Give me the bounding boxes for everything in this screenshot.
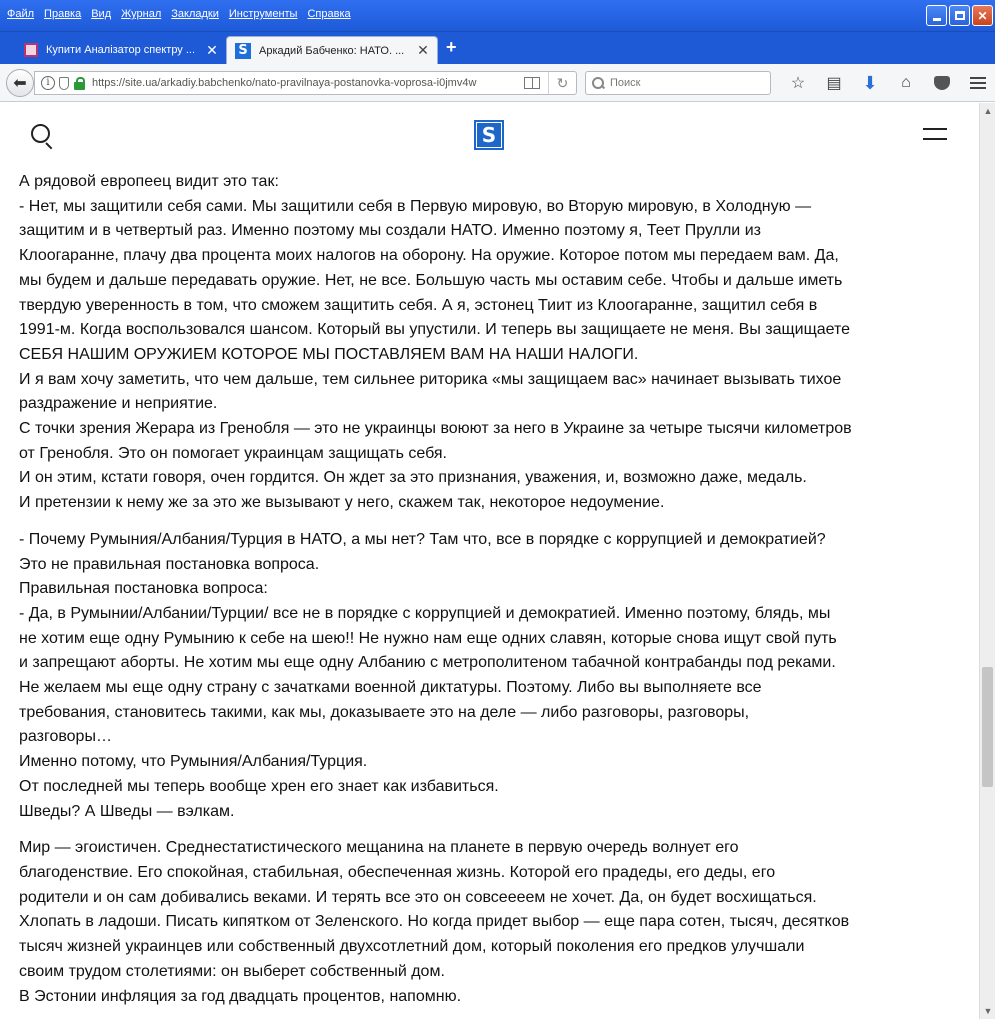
navigation-toolbar (0, 64, 995, 102)
shield-icon[interactable] (59, 77, 69, 90)
article-line: раздражение и неприятие. (19, 395, 218, 413)
search-icon (592, 77, 604, 89)
article-line: Правильная постановка вопроса: (19, 580, 268, 598)
page-scrollbar[interactable] (979, 103, 995, 1019)
article-line: Клоогаранне, плачу два процента моих налогов на оборону. На оружие. Которое потом мы передаем вам. Да, (19, 247, 839, 265)
tab-close-icon[interactable]: ✕ (417, 42, 429, 58)
pocket-button[interactable] (924, 73, 960, 93)
back-button[interactable] (6, 69, 34, 97)
new-tab-button[interactable]: + (446, 37, 457, 57)
article-line: благоденствие. Его спокойная, стабильная, обеспеченная жизнь. Которой его прадеды, его деды, его (19, 863, 776, 881)
hamburger-icon (970, 77, 986, 89)
menu-button[interactable] (960, 73, 995, 93)
article-line: Именно потому, что Румыния/Албания/Турция. (19, 753, 368, 771)
article-body (19, 170, 969, 1019)
bookmarks-list-icon[interactable]: ▤ (826, 75, 842, 92)
tab-close-icon[interactable]: ✕ (206, 41, 218, 58)
menu-bookmarks[interactable]: Закладки (171, 8, 219, 20)
site-logo-letter: S (477, 123, 501, 147)
reload-icon[interactable]: ↻ (548, 72, 576, 94)
article-line: родители и он сам добивались веками. И терять все это он совсеееем не хочет. Да, он будет восхищаться. (19, 888, 817, 906)
download-icon[interactable]: ⬇ (862, 72, 878, 93)
bookmark-star-icon[interactable]: ☆ (790, 75, 806, 92)
close-icon: ✕ (977, 8, 988, 23)
article-line: от Гренобля. Это он помогает украинцам защищать себя. (19, 444, 447, 462)
tab-strip (0, 32, 995, 64)
lock-icon[interactable] (74, 77, 85, 90)
site-menu-icon[interactable] (921, 128, 947, 144)
site-header (0, 103, 979, 165)
article-line: твердую уверенность в том, что сможем защитить себя. А я, эстонец Тиит из Клоогаранне, защитил себя в (19, 296, 818, 314)
minimize-button[interactable] (926, 5, 947, 26)
article-line: С точки зрения Жерара из Гренобля — это не украинцы воюют за него в Украине за четыре тысячи километров (19, 420, 852, 438)
url-text[interactable]: https://site.ua/arkadiy.babchenko/nato-pravilnaya-postanovka-voprosa-i0jmv4w (92, 77, 477, 89)
scroll-up-icon[interactable]: ▲ (983, 106, 993, 116)
article-line: не хотим еще одну Румынию к себе на шею!! Не нужно нам еще одних славян, которые снова ищут свой путь (19, 629, 837, 647)
menu-history[interactable]: Журнал (121, 8, 162, 20)
info-icon[interactable]: i (41, 76, 55, 90)
article-line: тысяч жизней украинцев или собственный двухсотлетний дом, который поколения его предков улучшали (19, 938, 805, 956)
tab-analyzer[interactable] (16, 36, 226, 64)
tab-article-active[interactable] (226, 36, 438, 64)
article-line: Не желаем мы еще одну страну с зачатками военной диктатуры. Поэтому. Либо вы выполняете все (19, 679, 762, 697)
site-logo[interactable] (474, 120, 504, 150)
maximize-button[interactable] (949, 5, 970, 26)
article-line: И я вам хочу заметить, что чем дальше, тем сильнее риторика «мы защищаем вас» начинает вызывать тихое (19, 370, 842, 388)
article-line: И он этим, кстати говоря, очен гордится. Он ждет за это признания, уважения, и, возможно даже, медаль. (19, 469, 807, 487)
menu-edit[interactable]: Правка (44, 8, 82, 20)
menu-view[interactable]: Вид (91, 8, 112, 20)
article-line: и запрещают аборты. Не хотим мы еще одну Албанию с метрополитеном табачной контрабанды под реками. (19, 654, 836, 672)
article-line: Хлопать в ладоши. Писать кипятком от Зеленского. Но когда придет выбор — еще пара сотен, тысяч, десятков (19, 913, 850, 931)
article-line: 1991-м. Когда воспользовался шансом. Который вы упустили. И теперь вы защищаете не меня. Вы защищаете (19, 321, 851, 339)
back-arrow-icon: ⬅ (13, 75, 27, 92)
article-line: - Нет, мы защитили себя сами. Мы защитили себя в Первую мировую, во Вторую мировую, в Холодную — (19, 197, 812, 215)
tab-title: Аркадий Бабченко: НАТО. ... (259, 44, 405, 57)
pocket-icon (934, 76, 950, 90)
window-titlebar (0, 0, 995, 32)
article-line: своим трудом столетиями: он выберет собственный дом. (19, 962, 445, 980)
article-line: Мир — эгоистичен. Среднестатистического мещанина на планете в первую очередь волнует его (19, 839, 739, 857)
site-search-icon[interactable] (31, 124, 55, 148)
article-line: В Эстонии инфляция за год двадцать процентов, напомню. (19, 987, 462, 1005)
article-line: Это не правильная постановка вопроса. (19, 555, 320, 573)
menu-file[interactable]: Файл (7, 8, 35, 20)
article-line: СЕБЯ НАШИМ ОРУЖИЕМ КОТОРОЕ МЫ ПОСТАВЛЯЕМ ВАМ НА НАШИ НАЛОГИ. (19, 345, 639, 363)
scrollbar-thumb[interactable] (982, 667, 993, 787)
search-bar[interactable] (585, 71, 771, 95)
article-line: требования, становитесь такими, как мы, доказываете это на деле — либо разговоры, разговоры, (19, 703, 750, 721)
search-placeholder: Поиск (610, 77, 641, 89)
article-line: От последней мы теперь вообще хрен его знает как избавиться. (19, 777, 499, 795)
home-icon[interactable]: ⌂ (901, 74, 911, 91)
article-line: защитим и в четвертый раз. Именно поэтому мы создали НАТО. Именно поэтому я, Теет Прулли из (19, 222, 761, 240)
scroll-down-icon[interactable]: ▼ (983, 1006, 993, 1016)
article-line: мы будем и дальше передавать оружие. Нет, не все. Большую часть мы оставим себе. Чтобы и дальше иметь (19, 271, 843, 289)
article-line: Шведы? А Шведы — вэлкам. (19, 802, 235, 820)
article-line: разговоры… (19, 728, 112, 746)
article-line: А рядовой европеец видит это так: (19, 173, 279, 190)
menu-help[interactable]: Справка (307, 8, 351, 20)
article-line: - Почему Румыния/Албания/Турция в НАТО, а мы нет? Там что, все в порядке с коррупцией и демократией? (19, 530, 826, 548)
reader-view-icon[interactable] (524, 77, 540, 89)
article-paragraph (19, 836, 969, 1009)
article-paragraph (19, 170, 969, 516)
article-line: - Да, в Румынии/Албании/Турции/ все не в порядке с коррупцией и демократией. Именно поэтому, блядь, мы (19, 604, 831, 622)
maximize-icon (955, 11, 965, 20)
address-bar[interactable] (34, 71, 577, 95)
menu-bar (2, 6, 356, 22)
site-favicon-icon: S (235, 43, 251, 59)
close-window-button[interactable] (972, 5, 993, 26)
tab-favicon-icon (24, 43, 38, 57)
article-paragraph (19, 528, 969, 824)
page-content (0, 103, 979, 1019)
toolbar-icons (780, 73, 995, 93)
window-controls (926, 5, 993, 26)
article-line: И претензии к нему же за это же вызывают у него, скажем так, некоторое недоумение. (19, 494, 665, 512)
minimize-icon (933, 18, 941, 21)
menu-tools[interactable]: Инструменты (228, 8, 298, 20)
tab-title: Купити Аналізатор спектру ... (46, 44, 196, 56)
